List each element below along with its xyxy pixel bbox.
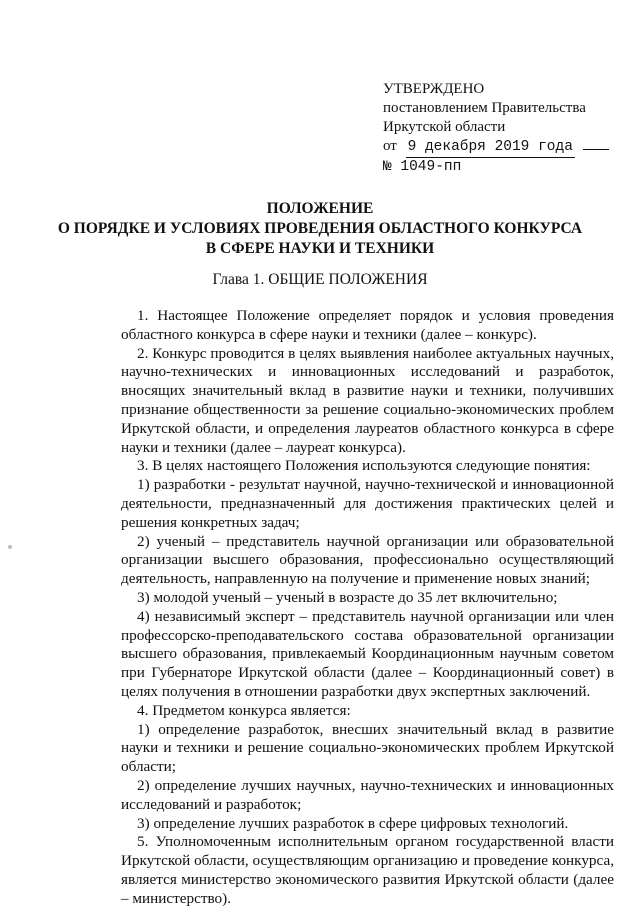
title-line-1: ПОЛОЖЕНИЕ xyxy=(266,200,374,217)
paragraph: 2) определение лучших научных, научно-технических и инновационных исследований и разработок; xyxy=(121,776,614,813)
paragraph: 4. Предметом конкурса является: xyxy=(137,701,351,719)
document-title xyxy=(0,199,640,259)
paragraph: 1) определение разработок, внесших значительный вклад в развитие науки и техники и решение социально-экономических проблем Иркутской области; xyxy=(121,720,614,776)
title-line-2: О ПОРЯДКЕ И УСЛОВИЯХ ПРОВЕДЕНИЯ ОБЛАСТНОГО КОНКУРСА xyxy=(57,220,583,237)
paragraph: 2. Конкурс проводится в целях выявления наиболее актуальных научных, научно-технических и инновационных исследований и разработок, вносящих значительный вклад в развитие науки и техники, получивших признание общественности за решение социально-экономических проблем Иркутской области, и определения лауреатов областного конкурса в сфере науки и техники (далее – лауреат конкурса). xyxy=(121,344,614,456)
document-body xyxy=(121,307,614,909)
date-prefix: от xyxy=(383,138,397,154)
approval-date xyxy=(383,137,613,158)
region-line: Иркутской области xyxy=(383,119,506,135)
approved-label: УТВЕРЖДЕНО xyxy=(383,81,485,97)
resolution-number: № 1049-пп xyxy=(383,159,462,175)
chapter-heading: Глава 1. ОБЩИЕ ПОЛОЖЕНИЯ xyxy=(212,271,428,288)
paragraph: 1) разработки - результат научной, научно-технической и инновационной деятельности, предназначенный для достижения практических целей и решения конкретных задач; xyxy=(121,476,614,531)
paragraph: 5. Уполномоченным исполнительным органом государственной власти Иркутской области, осуществляющим организацию и проведение конкурса, является министерство экономического развития Иркутской области (далее – министерство). xyxy=(121,833,614,907)
scan-speck xyxy=(8,545,12,549)
paragraph: 3. В целях настоящего Положения используются следующие понятия: xyxy=(137,457,591,475)
date-value: 9 декабря 2019 года xyxy=(406,138,575,158)
approved-by-line: постановлением Правительства xyxy=(383,100,586,116)
approval-stamp xyxy=(383,80,613,177)
date-underline xyxy=(583,137,609,150)
paragraph: 1. Настоящее Положение определяет порядок и условия проведения областного конкурса в сфере науки и техники (далее – конкурс). xyxy=(121,307,614,343)
paragraph: 4) независимый эксперт – представитель научной организации или член профессорско-преподавательского состава образовательной организации высшего образования, привлекаемый Координационным научным советом при Губернаторе Иркутской области (далее – Координационный совет) в целях получения в отношении разработки двух экспертных заключений. xyxy=(121,607,614,700)
paragraph: 3) определение лучших разработок в сфере цифровых технологий. xyxy=(137,814,569,832)
title-line-3: В СФЕРЕ НАУКИ И ТЕХНИКИ xyxy=(205,240,435,257)
paragraph: 2) ученый – представитель научной организации или образовательной организации высшего образования, профессионально осуществляющий деятельность, направленную на получение и применение новых знаний; xyxy=(121,532,614,588)
paragraph: 3) молодой ученый – ученый в возрасте до 35 лет включительно; xyxy=(137,588,558,606)
